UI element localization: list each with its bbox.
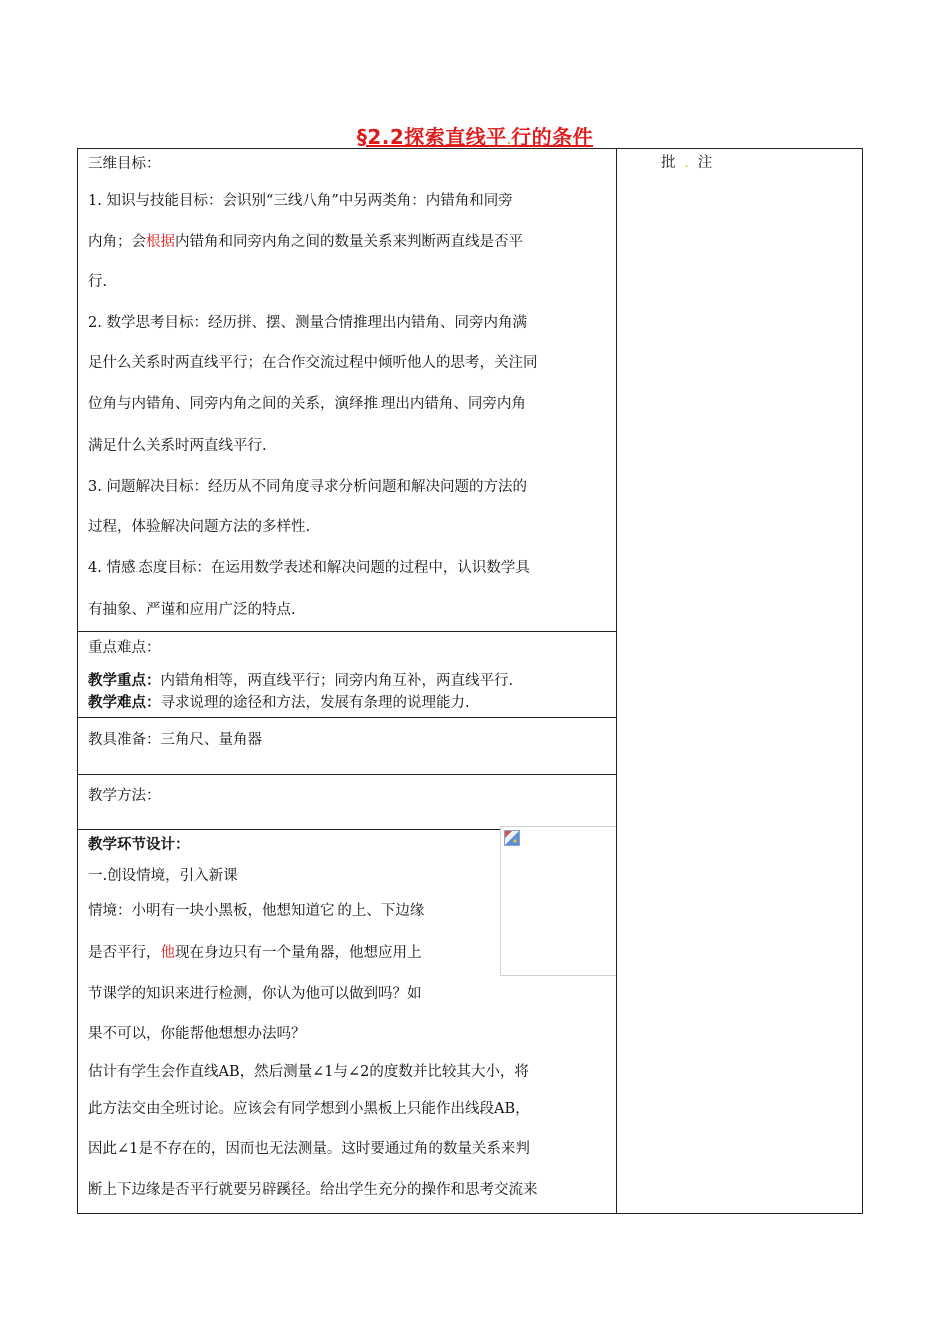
objective-4-line-1: 4. 情感.态度目标：在运用数学表述和解决问题的过程中，认识数学具 [88, 559, 530, 576]
objective-3-line-2: 过程，体验解决问题方法的多样性. [88, 519, 311, 535]
objective-1-line-3: 行. [88, 274, 108, 290]
objective-1-line-2: 内角；会根据内错角和同旁内角之间的数量关系来判断两直线是否平 [88, 233, 523, 250]
objective-3-line-1: 3. 问题解决目标：经历从不同角度寻求分析问题和解决问题的方法的 [88, 478, 527, 495]
design-heading: 教学环节设计： [88, 835, 190, 853]
missing-figure-placeholder [500, 826, 616, 976]
scenario-line-1: 情境：小明有一块小黑板，他想知道它.的上、下边缘 [88, 902, 425, 919]
objective-2-line-3: 位角与内错角、同旁内角之间的关系，演绎推.理出内错角、同旁内角 [88, 395, 526, 412]
teaching-difficulty: 教学难点：寻求说理的途径和方法，发展有条理的说理能力. [88, 693, 470, 711]
page-title: §2.2探索直线平.行的条件 [356, 125, 594, 149]
remarks-heading: 批 . 注 [661, 155, 713, 171]
scenario-line-2: 是否平行，他现在身边只有一个量角器，他想应用上 [88, 945, 422, 961]
objectives-cell [78, 149, 617, 632]
broken-image-icon [504, 830, 520, 846]
lesson-plan-table [77, 148, 863, 1214]
discussion-line-3: 因此∠1是不存在的，因而也无法测量。这时要通过角的数量关系来判 [88, 1141, 530, 1157]
key-points-cell [78, 631, 617, 717]
objective-2-line-1: 2. 数学思考目标：经历拼、摆、测量合情推理出内错角、同旁内角满 [88, 314, 527, 331]
objective-2-line-4: 满足什么关系时两直线平行. [88, 438, 267, 454]
stray-dot: . [506, 136, 512, 147]
discussion-line-2: 此方法交由全班讨论。应该会有同学想到小黑板上只能作出线段AB， [88, 1100, 530, 1117]
tools-cell [78, 717, 617, 774]
objective-1-line-1: 1. 知识与技能目标：会识别“三线八角”中另两类角：内错角和同旁 [88, 193, 513, 209]
teaching-method: 教学方法： [88, 787, 161, 804]
section-1-heading: 一.创设情境，引入新课 [88, 867, 238, 884]
method-cell [78, 774, 617, 829]
discussion-line-4: 断上下边缘是否平行就要另辟蹊径。给出学生充分的操作和思考交流来 [88, 1181, 538, 1198]
teaching-tools: 教具准备：三角尺、量角器 [88, 731, 262, 748]
key-points-heading: 重点难点： [88, 639, 161, 656]
objective-2-line-2: 足什么关系时两直线平行；在合作交流过程中倾听他人的思考，关注同 [88, 355, 538, 371]
scenario-line-4: 果不可以，你能帮他想想办法吗？ [88, 1026, 306, 1042]
teaching-focus: 教学重点：内错角相等，两直线平行；同旁内角互补，两直线平行. [88, 671, 514, 689]
objective-4-line-2: 有抽象、严谨和应用广泛的特点. [88, 602, 296, 618]
discussion-line-1: 估计有学生会作直线AB，然后测量∠1与∠2的度数并比较其大小，将 [88, 1063, 529, 1080]
objectives-heading: 三维目标： [88, 156, 161, 172]
remarks-column [617, 149, 863, 1214]
scenario-line-3: 节课学的知识来进行检测，你认为他可以做到吗？如 [88, 985, 422, 1002]
